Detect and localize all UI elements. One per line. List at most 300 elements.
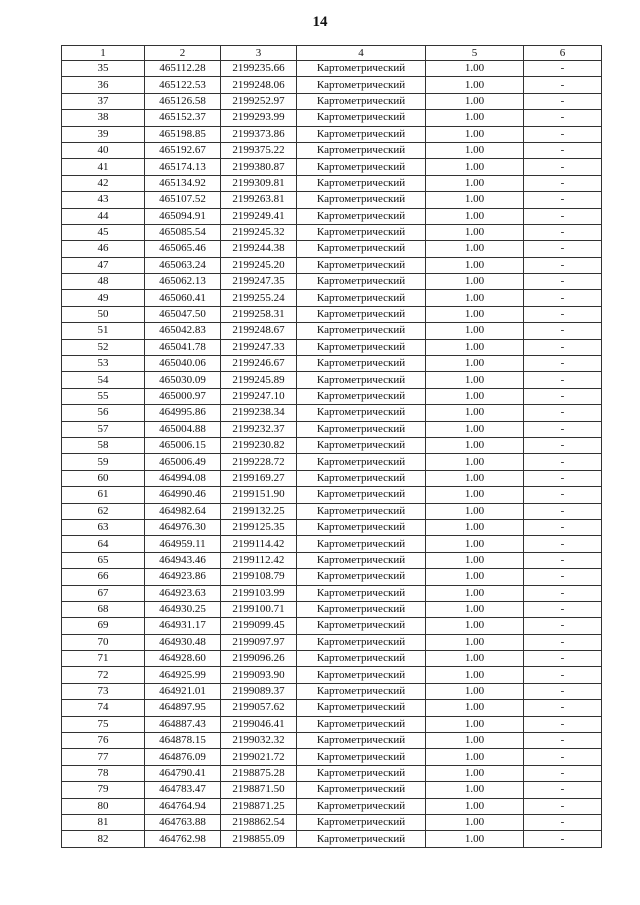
method-cell: Картометрический [297,93,426,109]
point-number-cell: 79 [62,782,145,798]
method-cell: Картометрический [297,814,426,830]
point-number-cell: 39 [62,126,145,142]
accuracy-cell: 1.00 [426,126,524,142]
table-row [62,519,602,535]
table-row [62,175,602,191]
method-cell: Картометрический [297,601,426,617]
point-number-cell: 58 [62,437,145,453]
point-number-cell: 73 [62,683,145,699]
table-row [62,700,602,716]
x-coordinate-cell: 464783.47 [145,782,221,798]
note-cell: - [524,306,602,322]
y-coordinate-cell: 2199132.25 [221,503,297,519]
table-row [62,470,602,486]
table-row [62,372,602,388]
y-coordinate-cell: 2199097.97 [221,634,297,650]
method-cell: Картометрический [297,126,426,142]
point-number-cell: 60 [62,470,145,486]
point-number-cell: 81 [62,814,145,830]
table-row [62,306,602,322]
y-coordinate-cell: 2198855.09 [221,831,297,847]
note-cell: - [524,814,602,830]
column-header: 2 [145,46,221,61]
x-coordinate-cell: 465174.13 [145,159,221,175]
method-cell: Картометрический [297,765,426,781]
y-coordinate-cell: 2199114.42 [221,536,297,552]
point-number-cell: 45 [62,224,145,240]
table-row [62,339,602,355]
accuracy-cell: 1.00 [426,601,524,617]
point-number-cell: 74 [62,700,145,716]
method-cell: Картометрический [297,651,426,667]
table-row [62,274,602,290]
table-row [62,651,602,667]
point-number-cell: 66 [62,569,145,585]
x-coordinate-cell: 465006.49 [145,454,221,470]
note-cell: - [524,487,602,503]
y-coordinate-cell: 2199245.32 [221,224,297,240]
x-coordinate-cell: 464762.98 [145,831,221,847]
note-cell: - [524,159,602,175]
point-number-cell: 64 [62,536,145,552]
accuracy-cell: 1.00 [426,667,524,683]
y-coordinate-cell: 2199151.90 [221,487,297,503]
point-number-cell: 67 [62,585,145,601]
x-coordinate-cell: 464887.43 [145,716,221,732]
x-coordinate-cell: 464878.15 [145,733,221,749]
y-coordinate-cell: 2199228.72 [221,454,297,470]
accuracy-cell: 1.00 [426,814,524,830]
note-cell: - [524,372,602,388]
y-coordinate-cell: 2199169.27 [221,470,297,486]
accuracy-cell: 1.00 [426,257,524,273]
note-cell: - [524,421,602,437]
x-coordinate-cell: 465042.83 [145,323,221,339]
accuracy-cell: 1.00 [426,274,524,290]
x-coordinate-cell: 464930.25 [145,601,221,617]
table-row [62,437,602,453]
method-cell: Картометрический [297,241,426,257]
table-row [62,831,602,847]
y-coordinate-cell: 2199238.34 [221,405,297,421]
point-number-cell: 72 [62,667,145,683]
note-cell: - [524,601,602,617]
note-cell: - [524,503,602,519]
table-row [62,290,602,306]
y-coordinate-cell: 2199255.24 [221,290,297,306]
note-cell: - [524,93,602,109]
accuracy-cell: 1.00 [426,61,524,77]
x-coordinate-cell: 464928.60 [145,651,221,667]
table-row [62,585,602,601]
note-cell: - [524,765,602,781]
method-cell: Картометрический [297,159,426,175]
method-cell: Картометрический [297,142,426,158]
table-row [62,782,602,798]
column-header: 6 [524,46,602,61]
x-coordinate-cell: 464982.64 [145,503,221,519]
x-coordinate-cell: 464943.46 [145,552,221,568]
table-row [62,749,602,765]
accuracy-cell: 1.00 [426,569,524,585]
method-cell: Картометрический [297,618,426,634]
point-number-cell: 80 [62,798,145,814]
point-number-cell: 55 [62,388,145,404]
table-row [62,257,602,273]
point-number-cell: 62 [62,503,145,519]
note-cell: - [524,388,602,404]
method-cell: Картометрический [297,749,426,765]
y-coordinate-cell: 2199248.06 [221,77,297,93]
method-cell: Картометрический [297,552,426,568]
point-number-cell: 47 [62,257,145,273]
table-row [62,552,602,568]
accuracy-cell: 1.00 [426,798,524,814]
y-coordinate-cell: 2199125.35 [221,519,297,535]
table-row [62,618,602,634]
point-number-cell: 82 [62,831,145,847]
x-coordinate-cell: 465152.37 [145,110,221,126]
point-number-cell: 36 [62,77,145,93]
table-row [62,765,602,781]
table-row [62,110,602,126]
method-cell: Картометрический [297,356,426,372]
table-row [62,634,602,650]
table-row [62,323,602,339]
point-number-cell: 50 [62,306,145,322]
x-coordinate-cell: 465134.92 [145,175,221,191]
method-cell: Картометрический [297,569,426,585]
method-cell: Картометрический [297,110,426,126]
x-coordinate-cell: 465041.78 [145,339,221,355]
y-coordinate-cell: 2199373.86 [221,126,297,142]
table-row [62,716,602,732]
accuracy-cell: 1.00 [426,421,524,437]
y-coordinate-cell: 2199245.89 [221,372,297,388]
column-header: 5 [426,46,524,61]
accuracy-cell: 1.00 [426,339,524,355]
x-coordinate-cell: 465107.52 [145,192,221,208]
method-cell: Картометрический [297,831,426,847]
y-coordinate-cell: 2199235.66 [221,61,297,77]
method-cell: Картометрический [297,257,426,273]
method-cell: Картометрический [297,224,426,240]
point-number-cell: 78 [62,765,145,781]
x-coordinate-cell: 464763.88 [145,814,221,830]
method-cell: Картометрический [297,503,426,519]
table-row [62,487,602,503]
point-number-cell: 44 [62,208,145,224]
y-coordinate-cell: 2198875.28 [221,765,297,781]
note-cell: - [524,618,602,634]
note-cell: - [524,667,602,683]
x-coordinate-cell: 465112.28 [145,61,221,77]
accuracy-cell: 1.00 [426,519,524,535]
method-cell: Картометрический [297,175,426,191]
x-coordinate-cell: 464790.41 [145,765,221,781]
y-coordinate-cell: 2199046.41 [221,716,297,732]
note-cell: - [524,241,602,257]
y-coordinate-cell: 2199057.62 [221,700,297,716]
point-number-cell: 54 [62,372,145,388]
accuracy-cell: 1.00 [426,618,524,634]
point-number-cell: 48 [62,274,145,290]
y-coordinate-cell: 2199089.37 [221,683,297,699]
point-number-cell: 40 [62,142,145,158]
y-coordinate-cell: 2199032.32 [221,733,297,749]
method-cell: Картометрический [297,339,426,355]
point-number-cell: 77 [62,749,145,765]
point-number-cell: 38 [62,110,145,126]
y-coordinate-cell: 2199249.41 [221,208,297,224]
point-number-cell: 46 [62,241,145,257]
y-coordinate-cell: 2199263.81 [221,192,297,208]
accuracy-cell: 1.00 [426,634,524,650]
accuracy-cell: 1.00 [426,749,524,765]
table-row [62,798,602,814]
note-cell: - [524,733,602,749]
point-number-cell: 35 [62,61,145,77]
y-coordinate-cell: 2199021.72 [221,749,297,765]
accuracy-cell: 1.00 [426,585,524,601]
y-coordinate-cell: 2199244.38 [221,241,297,257]
note-cell: - [524,175,602,191]
method-cell: Картометрический [297,372,426,388]
point-number-cell: 53 [62,356,145,372]
accuracy-cell: 1.00 [426,651,524,667]
point-number-cell: 43 [62,192,145,208]
table-body [62,61,602,848]
accuracy-cell: 1.00 [426,437,524,453]
point-number-cell: 63 [62,519,145,535]
y-coordinate-cell: 2199230.82 [221,437,297,453]
x-coordinate-cell: 465062.13 [145,274,221,290]
x-coordinate-cell: 464897.95 [145,700,221,716]
y-coordinate-cell: 2199112.42 [221,552,297,568]
x-coordinate-cell: 464931.17 [145,618,221,634]
x-coordinate-cell: 465004.88 [145,421,221,437]
y-coordinate-cell: 2199099.45 [221,618,297,634]
note-cell: - [524,110,602,126]
accuracy-cell: 1.00 [426,454,524,470]
x-coordinate-cell: 464921.01 [145,683,221,699]
table-row [62,208,602,224]
point-number-cell: 70 [62,634,145,650]
x-coordinate-cell: 465094.91 [145,208,221,224]
point-number-cell: 37 [62,93,145,109]
accuracy-cell: 1.00 [426,700,524,716]
y-coordinate-cell: 2199258.31 [221,306,297,322]
table-row [62,454,602,470]
note-cell: - [524,831,602,847]
table-row [62,601,602,617]
point-number-cell: 69 [62,618,145,634]
y-coordinate-cell: 2199108.79 [221,569,297,585]
y-coordinate-cell: 2199293.99 [221,110,297,126]
accuracy-cell: 1.00 [426,356,524,372]
x-coordinate-cell: 465030.09 [145,372,221,388]
accuracy-cell: 1.00 [426,192,524,208]
point-number-cell: 61 [62,487,145,503]
accuracy-cell: 1.00 [426,405,524,421]
note-cell: - [524,683,602,699]
method-cell: Картометрический [297,683,426,699]
accuracy-cell: 1.00 [426,503,524,519]
table-row [62,192,602,208]
point-number-cell: 71 [62,651,145,667]
method-cell: Картометрический [297,323,426,339]
y-coordinate-cell: 2198862.54 [221,814,297,830]
x-coordinate-cell: 465126.58 [145,93,221,109]
method-cell: Картометрический [297,470,426,486]
note-cell: - [524,290,602,306]
table-row [62,126,602,142]
note-cell: - [524,257,602,273]
note-cell: - [524,208,602,224]
accuracy-cell: 1.00 [426,323,524,339]
method-cell: Картометрический [297,667,426,683]
method-cell: Картометрический [297,519,426,535]
method-cell: Картометрический [297,700,426,716]
method-cell: Картометрический [297,634,426,650]
method-cell: Картометрический [297,306,426,322]
x-coordinate-cell: 464959.11 [145,536,221,552]
note-cell: - [524,519,602,535]
table-row [62,733,602,749]
x-coordinate-cell: 465040.06 [145,356,221,372]
column-header: 3 [221,46,297,61]
method-cell: Картометрический [297,536,426,552]
point-number-cell: 76 [62,733,145,749]
method-cell: Картометрический [297,61,426,77]
method-cell: Картометрический [297,782,426,798]
point-number-cell: 68 [62,601,145,617]
column-header: 1 [62,46,145,61]
accuracy-cell: 1.00 [426,487,524,503]
x-coordinate-cell: 465192.67 [145,142,221,158]
x-coordinate-cell: 464990.46 [145,487,221,503]
note-cell: - [524,274,602,290]
note-cell: - [524,536,602,552]
x-coordinate-cell: 464876.09 [145,749,221,765]
accuracy-cell: 1.00 [426,536,524,552]
y-coordinate-cell: 2199232.37 [221,421,297,437]
column-header: 4 [297,46,426,61]
x-coordinate-cell: 465198.85 [145,126,221,142]
method-cell: Картометрический [297,454,426,470]
accuracy-cell: 1.00 [426,241,524,257]
accuracy-cell: 1.00 [426,716,524,732]
note-cell: - [524,716,602,732]
point-number-cell: 56 [62,405,145,421]
method-cell: Картометрический [297,487,426,503]
table-row [62,77,602,93]
note-cell: - [524,749,602,765]
y-coordinate-cell: 2198871.50 [221,782,297,798]
method-cell: Картометрический [297,208,426,224]
accuracy-cell: 1.00 [426,683,524,699]
x-coordinate-cell: 465006.15 [145,437,221,453]
note-cell: - [524,224,602,240]
note-cell: - [524,356,602,372]
y-coordinate-cell: 2199245.20 [221,257,297,273]
table-row [62,224,602,240]
note-cell: - [524,323,602,339]
table-row [62,569,602,585]
method-cell: Картометрический [297,405,426,421]
accuracy-cell: 1.00 [426,470,524,486]
note-cell: - [524,585,602,601]
accuracy-cell: 1.00 [426,208,524,224]
x-coordinate-cell: 464764.94 [145,798,221,814]
y-coordinate-cell: 2198871.25 [221,798,297,814]
y-coordinate-cell: 2199247.10 [221,388,297,404]
point-number-cell: 41 [62,159,145,175]
accuracy-cell: 1.00 [426,93,524,109]
method-cell: Картометрический [297,585,426,601]
method-cell: Картометрический [297,437,426,453]
accuracy-cell: 1.00 [426,175,524,191]
note-cell: - [524,405,602,421]
accuracy-cell: 1.00 [426,765,524,781]
accuracy-cell: 1.00 [426,552,524,568]
note-cell: - [524,700,602,716]
y-coordinate-cell: 2199103.99 [221,585,297,601]
table-row [62,667,602,683]
accuracy-cell: 1.00 [426,782,524,798]
table-row [62,814,602,830]
x-coordinate-cell: 465122.53 [145,77,221,93]
y-coordinate-cell: 2199252.97 [221,93,297,109]
note-cell: - [524,77,602,93]
note-cell: - [524,782,602,798]
x-coordinate-cell: 464923.63 [145,585,221,601]
method-cell: Картометрический [297,77,426,93]
y-coordinate-cell: 2199246.67 [221,356,297,372]
coordinates-table [61,45,602,848]
table-row [62,388,602,404]
accuracy-cell: 1.00 [426,733,524,749]
y-coordinate-cell: 2199247.33 [221,339,297,355]
point-number-cell: 52 [62,339,145,355]
note-cell: - [524,651,602,667]
accuracy-cell: 1.00 [426,372,524,388]
x-coordinate-cell: 465085.54 [145,224,221,240]
page-number: 14 [312,14,328,30]
accuracy-cell: 1.00 [426,831,524,847]
x-coordinate-cell: 464994.08 [145,470,221,486]
point-number-cell: 42 [62,175,145,191]
note-cell: - [524,454,602,470]
y-coordinate-cell: 2199247.35 [221,274,297,290]
x-coordinate-cell: 465065.46 [145,241,221,257]
y-coordinate-cell: 2199309.81 [221,175,297,191]
table-row [62,61,602,77]
x-coordinate-cell: 465000.97 [145,388,221,404]
method-cell: Картометрический [297,388,426,404]
y-coordinate-cell: 2199093.90 [221,667,297,683]
note-cell: - [524,61,602,77]
accuracy-cell: 1.00 [426,306,524,322]
note-cell: - [524,437,602,453]
y-coordinate-cell: 2199100.71 [221,601,297,617]
accuracy-cell: 1.00 [426,224,524,240]
method-cell: Картометрический [297,716,426,732]
table-row [62,159,602,175]
note-cell: - [524,569,602,585]
x-coordinate-cell: 464923.86 [145,569,221,585]
note-cell: - [524,126,602,142]
